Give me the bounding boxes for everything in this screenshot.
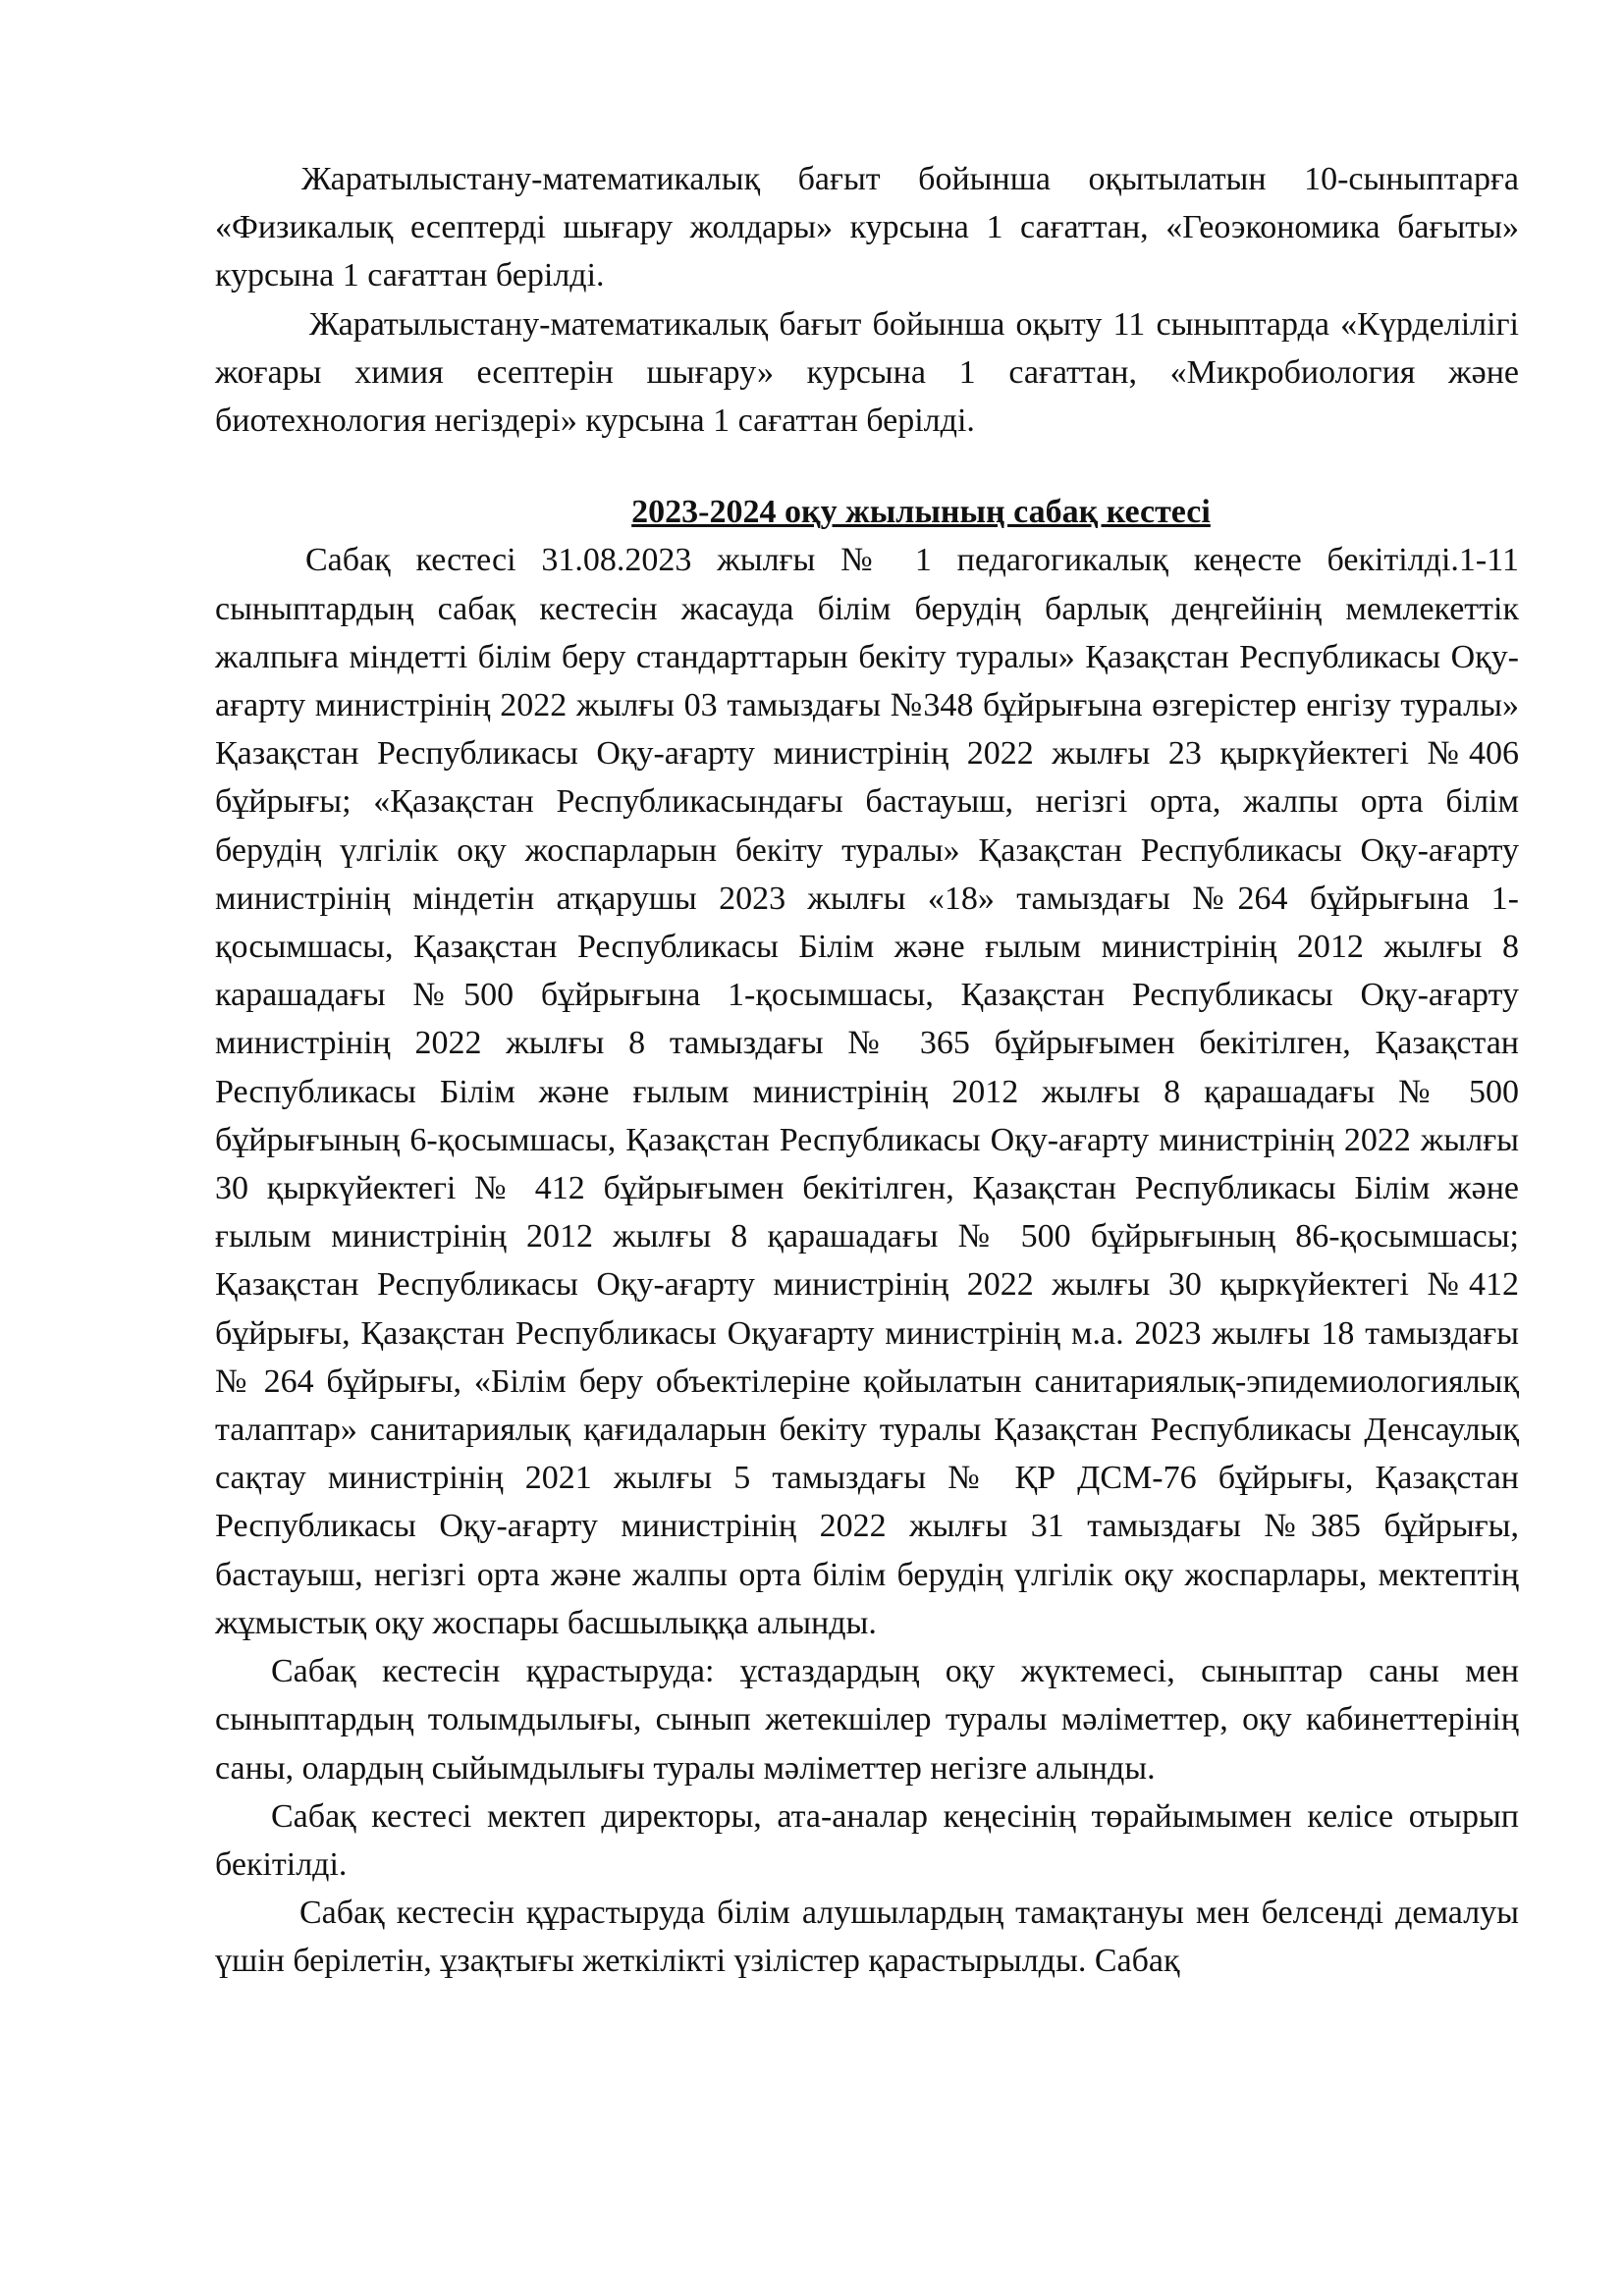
paragraph-schedule-agreement: Сабақ кестесі мектеп директоры, ата-аналар кеңесінің төрайымымен келісе отырып бекітілді. — [215, 1797, 1519, 1883]
paragraph-11-grade-courses: Жаратылыстану-математикалық бағыт бойынша оқыту 11 сыныптарда «Күрделілігі жоғары химия есептерін шығару» курсына 1 сағаттан, «Микробиология және биотехнология негіздері» курсына 1 сағаттан берілді. — [215, 305, 1519, 440]
paragraph-schedule-basis: Сабақ кестесін құрастыруда: ұстаздардың оқу жүктемесі, сыныптар саны мен сыныптардың толымдылығы, сынып жетекшілер туралы мәліметтер, оқу кабинеттерінің саны, олардың сыйымдылығы туралы мәліметтер негізге алынды. — [215, 1653, 1519, 1787]
document-page — [215, 155, 1519, 1986]
section-title: 2023-2024 оқу жылының сабақ кестесі — [631, 494, 1211, 531]
paragraph-10-grade-courses: Жаратылыстану-математикалық бағыт бойынша оқытылатын 10-сыныптарға «Физикалық есептерді шығару жолдары» курсына 1 сағаттан, «Геоэкономика бағыты» курсына 1 сағаттан берілді. — [215, 161, 1519, 294]
paragraph-schedule-approval: Сабақ кестесі 31.08.2023 жылғы № 1 педагогикалық кеңесте бекітілді.1-11 сыныптардың сабақ кестесін жасауда білім берудің барлық деңгейінің мемлекеттік жалпыға міндетті білім беру стандарттарын бекіту туралы» Қазақстан Республикасы Оқу-ағарту министрінің 2022 жылғы 03 тамыздағы №348 бұйрығына өзгерістер енгізу туралы» Қазақстан Республикасы Оқу-ағарту министрінің 2022 жылғы 23 қыркүйектегі №406 бұйрығы; «Қазақстан Республикасындағы бастауыш, негізгі орта, жалпы орта білім берудің үлгілік оқу жоспарларын бекіту туралы» Қазақстан Республикасы Оқу-ағарту министрінің міндетін атқарушы 2023 жылғы «18» тамыздағы №264 бұйрығына 1-қосымшасы, Қазақстан Республикасы Білім және ғылым министрінің 2012 жылғы 8 карашадағы №500 бұйрығына 1-қосымшасы, Қазақстан Республикасы Оқу-ағарту министрінің 2022 жылғы 8 тамыздағы № 365 бұйрығымен бекітілген, Қазақстан Республикасы Білім және ғылым министрінің 2012 жылғы 8 қарашадағы № 500 бұйрығының 6-қосымшасы, Қазақстан Республикасы Оқу-ағарту министрінің 2022 жылғы 30 қыркүйектегі № 412 бұйрығымен бекітілген, Қазақстан Республикасы Білім және ғылым министрінің 2012 жылғы 8 қарашадағы № 500 бұйрығының 86-қосымшасы; Қазақстан Республикасы Оқу-ағарту министрінің 2022 жылғы 30 қыркүйектегі №412 бұйрығы, Қазақстан Республикасы Оқуағарту министрінің м.а. 2023 жылғы 18 тамыздағы № 264 бұйрығы, «Білім беру объектілеріне қойылатын санитариялық-эпидемиологиялық талаптар» санитариялық қағидаларын бекіту туралы Қазақстан Республикасы Денсаулық сақтау министрінің 2021 жылғы 5 тамыздағы № ҚР ДСМ-76 бұйрығы, Қазақстан Республикасы Оқу-ағарту министрінің 2022 жылғы 31 тамыздағы №385 бұйрығы, бастауыш, негізгі орта және жалпы орта білім берудің үлгілік оқу жоспарлары, мектептің жұмыстық оқу жоспары басшылыққа алынды. — [215, 542, 1519, 1641]
paragraph-breaks: Сабақ кестесін құрастыруда білім алушылардың тамақтануы мен белсенді демалуы үшін берілетін, ұзақтығы жеткілікті үзілістер қарастырылды. Сабақ — [215, 1895, 1519, 1980]
